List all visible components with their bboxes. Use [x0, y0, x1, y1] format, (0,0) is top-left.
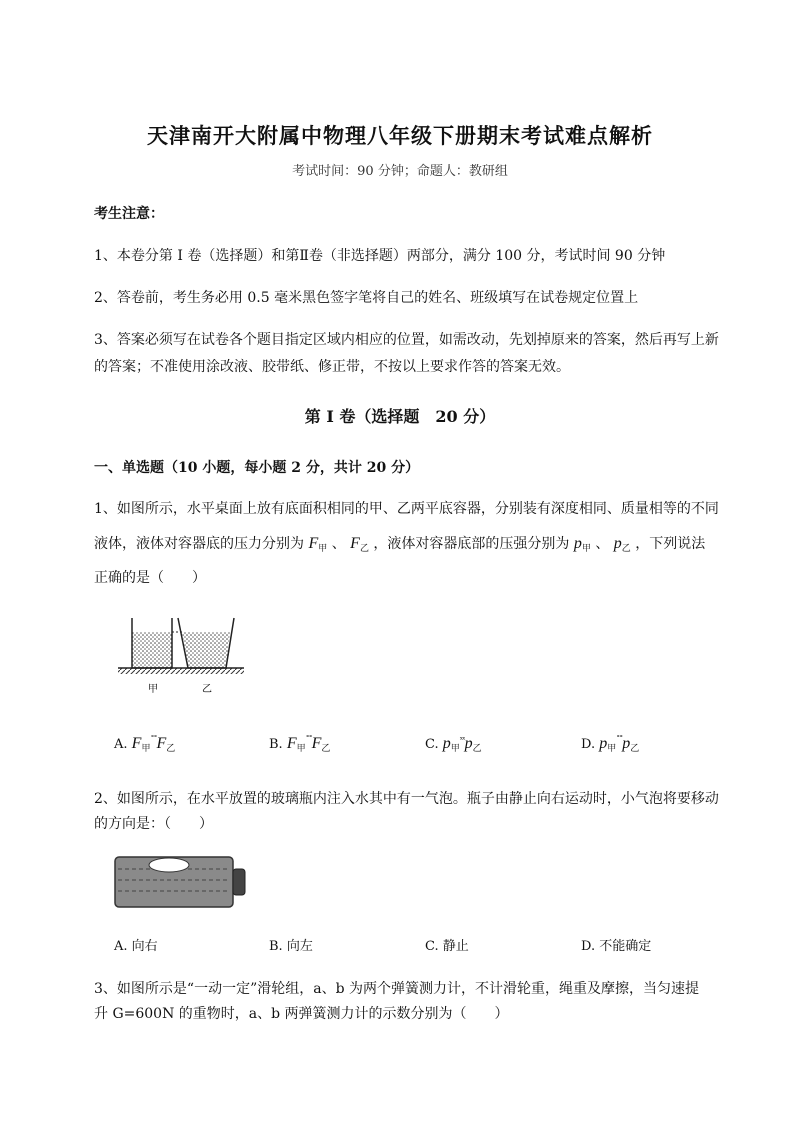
separator: 、	[595, 536, 610, 552]
subscript: 甲	[141, 744, 151, 754]
symbol-p: p	[613, 535, 622, 552]
option-c[interactable]	[425, 735, 482, 754]
section-title: 第 I 卷（选择题 20 分）	[304, 407, 496, 426]
option-b[interactable]	[269, 735, 330, 754]
option-d[interactable]	[581, 735, 639, 754]
symbol: p	[464, 735, 473, 752]
option-letter: C.	[425, 737, 439, 752]
q1-text: ，液体对容器底部的压强分别为	[373, 536, 570, 552]
symbol: p	[622, 735, 631, 752]
question-2-line1: 2、如图所示，在水平放置的玻璃瓶内注入水其中有一气泡。瓶子由静止向右运动时，小气泡将要移动	[94, 791, 719, 807]
exam-meta: 考试时间：90 分钟；命题人：教研组	[292, 164, 508, 179]
option-d[interactable]: D. 不能确定	[581, 939, 652, 954]
relation-mark: ˣˣ	[459, 735, 465, 744]
symbol: F	[286, 735, 297, 752]
question-1-line1: 1、如图所示，水平桌面上放有底面积相同的甲、乙两平底容器，分别装有深度相同、质量相等的不同	[94, 501, 719, 517]
option-letter: B.	[269, 737, 283, 752]
relation-mark: ˚˚	[305, 735, 312, 744]
bottle-cap	[233, 869, 245, 895]
subscript: 乙	[166, 744, 176, 754]
subscript: 乙	[621, 544, 631, 554]
symbol-p: p	[573, 535, 582, 552]
question-3-line2: 升 G=600N 的重物时，a、b 两弹簧测力计的示数分别为（ ）	[94, 1006, 509, 1022]
q1-text: 液体，液体对容器底的压力分别为	[94, 536, 304, 552]
relation-mark: ˚˚	[616, 735, 623, 744]
relation-mark: ˚˚	[150, 735, 157, 744]
part-heading: 一、单选题（10 小题，每小题 2 分，共计 20 分）	[94, 460, 420, 476]
notice-item: 2、答卷前，考生务必用 0.5 毫米黑色签字笔将自己的姓名、班级填写在试卷规定位置上	[94, 290, 639, 306]
containers-figure	[110, 610, 250, 700]
option-a[interactable]: A. 向右	[114, 939, 158, 954]
label-yi: 乙	[202, 684, 212, 695]
notice-item: 3、答案必须写在试卷各个题目指定区域内相应的位置，如需改动，先划掉原来的答案，然后再写上新	[94, 332, 719, 348]
symbol: F	[156, 735, 167, 752]
label-jia: 甲	[148, 684, 158, 695]
subscript: 乙	[630, 744, 640, 754]
notice-item: 的答案；不准使用涂改液、胶带纸、修正带，不按以上要求作答的答案无效。	[94, 359, 570, 375]
subscript: 乙	[359, 544, 369, 554]
air-bubble	[149, 858, 189, 872]
question-1-line2	[94, 533, 705, 554]
subscript: 甲	[450, 744, 460, 754]
subscript: 甲	[296, 744, 306, 754]
question-3-line1: 3、如图所示是“一动一定”滑轮组，a、b 为两个弹簧测力计，不计滑轮重，绳重及摩擦，当匀速提	[94, 981, 699, 997]
symbol-F: F	[308, 535, 319, 552]
page-title: 天津南开大附属中物理八年级下册期末考试难点解析	[147, 123, 653, 148]
table-surface	[118, 668, 244, 674]
subscript: 甲	[607, 744, 617, 754]
notice-heading: 考生注意：	[94, 206, 164, 222]
option-letter: D.	[581, 737, 596, 752]
symbol-F: F	[350, 535, 360, 552]
option-b[interactable]: B. 向左	[269, 939, 313, 954]
subscript: 甲	[581, 544, 591, 554]
question-2-line2: 的方向是：（ ）	[94, 816, 213, 832]
q1-text: ，下列说法	[635, 536, 706, 552]
option-letter: A.	[114, 737, 128, 752]
separator: 、	[331, 536, 346, 552]
question-1-line3: 正确的是（ ）	[94, 570, 206, 586]
liquid-jia	[132, 632, 172, 668]
subscript: 乙	[321, 744, 331, 754]
symbol: F	[131, 735, 142, 752]
bottle-figure	[112, 853, 250, 913]
subscript: 甲	[318, 544, 328, 554]
symbol: p	[442, 735, 451, 752]
notice-item: 1、本卷分第 I 卷（选择题）和第Ⅱ卷（非选择题）两部分，满分 100 分，考试时间 90 分钟	[94, 248, 666, 264]
symbol: p	[599, 735, 608, 752]
subscript: 乙	[472, 744, 482, 754]
liquid-yi	[182, 632, 230, 668]
option-c[interactable]: C. 静止	[425, 939, 469, 954]
option-a[interactable]	[114, 735, 175, 754]
symbol: F	[311, 735, 322, 752]
